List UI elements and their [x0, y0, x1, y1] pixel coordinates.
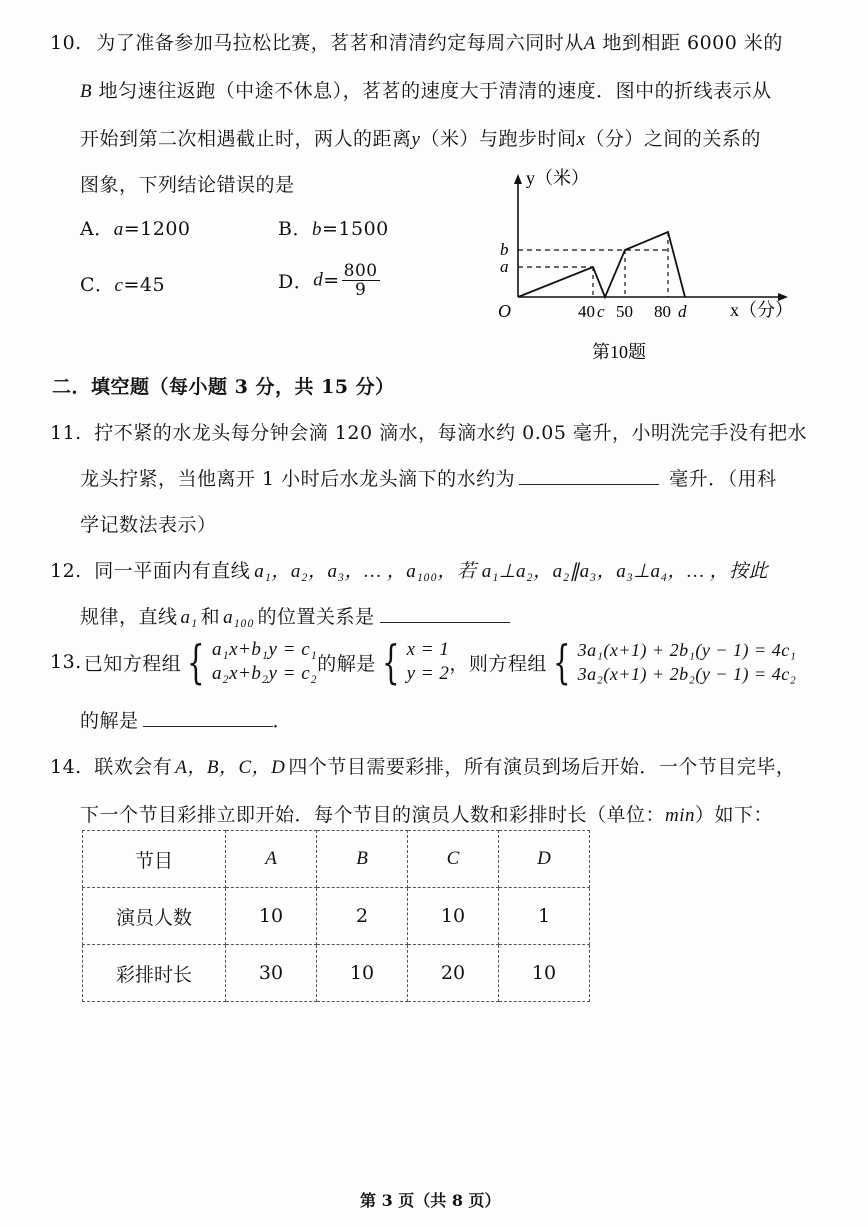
solution-row1: x = 1	[406, 639, 450, 660]
tick-c: c	[597, 302, 605, 321]
q13-number: 13.	[50, 651, 82, 673]
option-b-var: b	[311, 219, 322, 240]
q10-text-3c: （分）之间的关系的	[585, 128, 761, 150]
table-cell: 10	[499, 945, 590, 1002]
solution-row2: y = 2	[406, 663, 450, 684]
q12-and: 和	[200, 606, 221, 628]
q13-text-mid2: ，则方程组	[449, 652, 547, 675]
q10-var-y: y	[411, 129, 421, 150]
q13-system-2	[547, 635, 797, 689]
q13-text-2: 的解是	[80, 710, 139, 732]
option-d-label: D．	[278, 271, 314, 293]
q11-line2	[80, 464, 777, 491]
q11-answer-blank[interactable]	[519, 466, 659, 485]
q14-text-1a: 联欢会有	[94, 756, 173, 778]
option-d-eq: =	[323, 269, 340, 292]
tick-40: 40	[578, 302, 595, 321]
option-a-label: A．	[80, 218, 114, 240]
table-row	[83, 945, 590, 1002]
table-header-cell: C	[408, 831, 499, 888]
fraction-numerator: 800	[343, 261, 378, 281]
tick-b: b	[500, 240, 509, 259]
table-cell: 30	[226, 945, 317, 1002]
system2-row2: 3a₂(x+1) + 2b₂(y − 1) = 4c₂	[577, 664, 797, 684]
table-cell: 10	[226, 888, 317, 945]
q10-option-b	[278, 214, 389, 241]
section-2-title: 二．填空题（每小题 3 分，共 15 分）	[52, 376, 395, 398]
q12-answer-blank[interactable]	[380, 604, 510, 623]
distance-polyline	[518, 232, 685, 297]
table-cell: 彩排时长	[83, 945, 226, 1002]
option-c-var: c	[114, 275, 124, 296]
q11-text-1: 拧不紧的水龙头每分钟会滴 120 滴水，每滴水约 0.05 毫升，小明洗完手没有把水	[94, 422, 807, 444]
tick-d: d	[678, 302, 687, 321]
q14-text-2b: ）如下：	[695, 804, 774, 826]
q10-point-a: A	[583, 33, 596, 54]
table-header-cell: D	[499, 831, 590, 888]
q12-text-1a: 同一平面内有直线	[94, 560, 251, 582]
q10-graph	[460, 160, 800, 365]
q10-number: 10.	[50, 32, 82, 54]
option-a-value: =1200	[123, 218, 191, 240]
brace-icon: {	[187, 635, 206, 689]
figure-caption: 第10题	[592, 342, 646, 362]
page-footer: 第 3 页（共 8 页）	[360, 1191, 501, 1210]
q11-number: 11.	[50, 422, 82, 444]
q12-text-2a: 规律，直线	[80, 606, 178, 628]
q14-letters: A，B，C，D	[175, 757, 286, 778]
tick-80: 80	[654, 302, 671, 321]
q10-point-b: B	[80, 81, 93, 102]
brace-icon: {	[552, 635, 571, 689]
q14-text-2a: 下一个节目彩排立即开始．每个节目的演员人数和彩排时长（单位：	[80, 804, 666, 826]
table-header-cell: A	[226, 831, 317, 888]
q13-system-1	[181, 635, 318, 689]
option-a-var: a	[113, 219, 124, 240]
q10-line4	[80, 170, 295, 197]
table-header-cell: 节目	[83, 831, 226, 888]
q14-line1	[50, 752, 795, 779]
fraction-denominator: 9	[354, 280, 367, 300]
option-b-label: B．	[278, 218, 312, 240]
q10-option-a	[80, 214, 191, 241]
system1-row1: a₁x+b₁y = c₁	[212, 639, 318, 660]
option-d-fraction	[342, 262, 380, 299]
table-cell: 2	[317, 888, 408, 945]
x-axis-label: x（分）	[730, 300, 793, 320]
tick-a: a	[500, 257, 509, 276]
q10-text-3b: （米）与跑步时间	[420, 128, 577, 150]
system1-row2: a₂x+b₂y = c₂	[212, 663, 318, 684]
q13-line2	[80, 706, 292, 733]
q10-option-c	[80, 270, 165, 297]
tick-50: 50	[616, 302, 633, 321]
y-axis-arrow-icon	[514, 174, 522, 184]
q12-line1	[50, 556, 768, 583]
q10-text-4: 图象，下列结论错误的是	[80, 174, 295, 196]
table-cell: 1	[499, 888, 590, 945]
table-cell: 演员人数	[83, 888, 226, 945]
table-cell: 10	[408, 888, 499, 945]
table-cell: 20	[408, 945, 499, 1002]
q10-line2	[80, 76, 772, 103]
q12-number: 12.	[50, 560, 82, 582]
q11-line1	[50, 418, 807, 445]
q14-number: 14.	[50, 756, 82, 778]
q13-line1	[50, 635, 797, 689]
system2-row1: 3a₁(x+1) + 2b₁(y − 1) = 4c₁	[577, 640, 797, 660]
y-axis-label: y（米）	[526, 168, 589, 188]
q10-line1	[50, 28, 783, 55]
table-cell: 10	[317, 945, 408, 1002]
q13-text-mid: 的解是	[317, 652, 376, 675]
q12-a100: a₁₀₀	[223, 607, 255, 628]
q10-var-x: x	[576, 129, 586, 150]
q10-text-3a: 开始到第二次相遇截止时，两人的距离	[80, 128, 412, 150]
q14-line2	[80, 800, 773, 827]
q10-line3	[80, 124, 761, 151]
q12-sequence: a₁，a₂，a₃，… ，a₁₀₀，若 a₁⊥a₂，a₂∥a₃，a₃⊥a₄，… ，按此	[254, 561, 769, 582]
q13-end: ．	[272, 710, 293, 732]
table-row	[83, 888, 590, 945]
q11-line3: 学记数法表示）	[80, 514, 217, 536]
q13-answer-blank[interactable]	[143, 708, 273, 727]
q11-text-2a: 龙头拧紧，当他离开 1 小时后水龙头滴下的水约为	[80, 468, 516, 490]
q14-text-1b: 四个节目需要彩排，所有演员到场后开始．一个节目完毕，	[288, 756, 796, 778]
q14-unit: min	[665, 805, 696, 826]
q12-line2	[80, 602, 510, 629]
q10-text-1: 为了准备参加马拉松比赛，茗茗和清清约定每周六同时从	[96, 32, 584, 54]
q12-a1: a₁	[180, 607, 198, 628]
schedule-table	[82, 830, 590, 1002]
q13-text-pre: 已知方程组	[83, 652, 182, 675]
brace-icon: {	[381, 635, 400, 689]
q10-text-1b: 地到相距 6000 米的	[602, 32, 783, 54]
q10-option-d	[278, 262, 380, 299]
option-c-value: =45	[123, 274, 166, 296]
q12-text-2b: 的位置关系是	[257, 606, 375, 628]
origin-label: O	[498, 301, 511, 321]
q11-text-2b: 毫升．（用科	[669, 468, 777, 490]
option-d-var: d	[313, 269, 324, 291]
table-header-cell: B	[317, 831, 408, 888]
q10-text-2: 地匀速往返跑（中途不休息），茗茗的速度大于清清的速度．图中的折线表示从	[98, 80, 772, 102]
table-header-row	[83, 831, 590, 888]
option-b-value: =1500	[321, 218, 389, 240]
q13-solution	[376, 635, 450, 689]
option-c-label: C．	[80, 274, 115, 296]
